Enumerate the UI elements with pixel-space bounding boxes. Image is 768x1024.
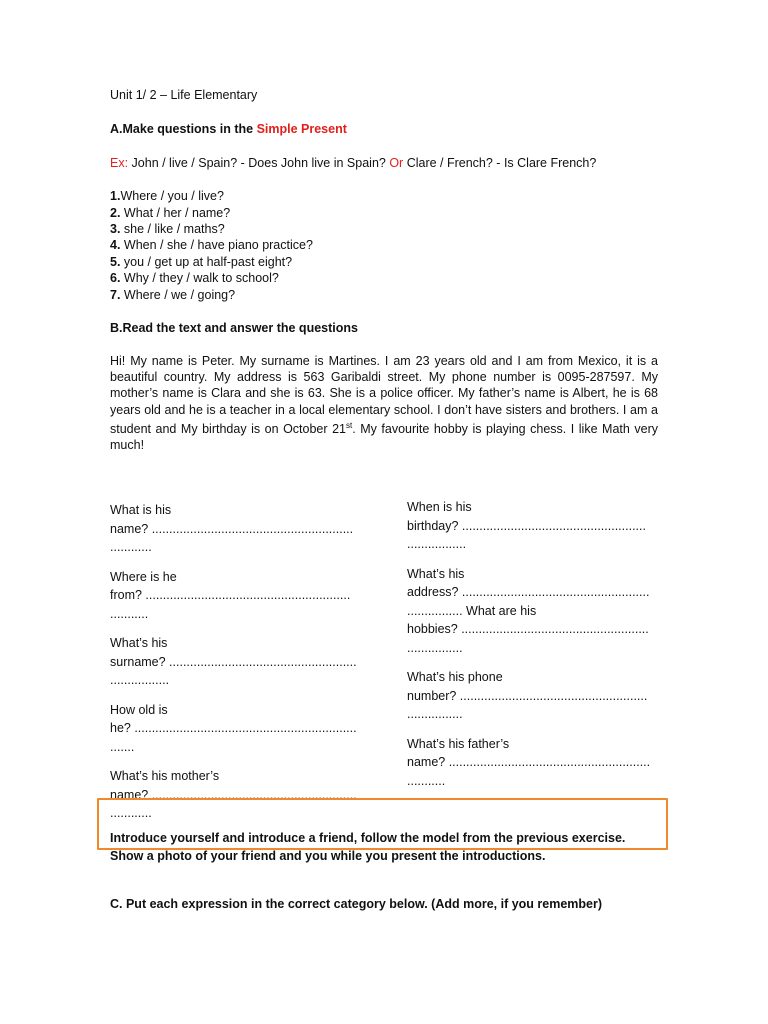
question-line: surname? ......................................................	[110, 654, 357, 669]
question-item	[110, 255, 292, 269]
answer-question	[110, 568, 365, 624]
question-item	[110, 288, 235, 302]
section-c-heading: C. Put each expression in the correct category below. (Add more, if you remember)	[110, 897, 603, 911]
item-number: 3.	[110, 222, 121, 236]
right-question-column	[407, 498, 662, 801]
question-item	[110, 206, 230, 220]
question-line: ................	[407, 707, 463, 721]
question-line: What’s his	[407, 566, 465, 581]
item-number: 2.	[110, 206, 121, 220]
question-line: ...........	[407, 773, 446, 788]
question-line: What is his	[110, 503, 172, 517]
question-line: Where is he	[110, 569, 177, 584]
section-a-heading-highlight: Simple Present	[256, 122, 347, 136]
item-number: 6.	[110, 271, 121, 285]
question-line: .................	[110, 673, 170, 687]
answer-question	[407, 620, 662, 657]
example-line	[110, 156, 596, 170]
example-or: Or	[389, 156, 404, 170]
question-line: .......	[110, 739, 135, 754]
page-title: Unit 1/ 2 – Life Elementary	[110, 88, 258, 102]
question-line: What’s his phone	[407, 670, 503, 684]
item-text: Why / they / walk to school?	[120, 271, 279, 285]
item-text: What / her / name?	[120, 206, 231, 220]
item-number: 5.	[110, 255, 121, 269]
answer-question	[407, 735, 662, 791]
answer-question	[407, 565, 662, 621]
answer-question	[110, 701, 365, 757]
paragraph-text: Hi! My name is Peter. My surname is Martines. I am 23 years old and I am from Mexico, it is a beautiful country. My address is 563 Garibaldi street. My phone number is 0095-287597. My mother’s name is Clara and she is 63. She is a police officer. My father’s name is Albert, he is 68 years old and he is a teacher in a local elementary school. I don’t have sisters and brothers. I am a student and My birthday is on October 21	[110, 354, 658, 436]
task-line-1: Introduce yourself and introduce a friend, follow the model from the previous exercise.	[110, 831, 626, 845]
paragraph-superscript: st	[345, 420, 353, 430]
section-a-heading-text: A.Make questions in the	[110, 122, 257, 136]
question-item	[110, 271, 279, 285]
example-part-2: Clare / French? - Is Clare French?	[403, 156, 597, 170]
question-line: address? ......................................................	[407, 585, 650, 599]
answer-question	[110, 501, 365, 557]
question-line: ................	[407, 640, 463, 655]
question-line: How old is	[110, 702, 168, 717]
task-line-2: Show a photo of your friend and you while you present the introductions.	[110, 849, 546, 863]
question-line: .................	[407, 537, 467, 551]
question-line: ............	[110, 806, 152, 820]
item-number: 7.	[110, 288, 121, 302]
item-text: you / get up at half-past eight?	[120, 255, 293, 269]
question-line: ................ What are his	[407, 603, 537, 618]
question-line: What’s his father’s	[407, 736, 510, 751]
reading-paragraph	[110, 353, 658, 453]
question-line: number? ......................................................	[407, 688, 648, 703]
item-number: 1.	[110, 189, 121, 203]
question-line: name? ...........................................................	[110, 787, 357, 802]
item-number: 4.	[110, 238, 121, 252]
question-line: ............	[110, 540, 152, 554]
answer-question	[110, 634, 365, 690]
question-line: name? ..........................................................	[110, 521, 354, 536]
question-line: he? ................................................................	[110, 721, 357, 735]
question-item	[110, 238, 313, 252]
left-question-column	[110, 501, 365, 834]
item-text: Where / you / live?	[120, 189, 224, 203]
paragraph-text-end: . My favourite hobby is playing chess. I like Math very much!	[110, 421, 658, 453]
question-line: What’s his mother’s	[110, 769, 220, 783]
item-text: When / she / have piano practice?	[120, 238, 313, 252]
question-line: from? ...........................................................	[110, 588, 351, 602]
answer-question	[407, 668, 662, 724]
question-line: name? ..........................................................	[407, 755, 651, 769]
question-item	[110, 222, 225, 236]
example-label: Ex:	[110, 156, 129, 170]
question-line: When is his	[407, 500, 472, 514]
item-text: Where / we / going?	[120, 288, 236, 302]
section-b-heading: B.Read the text and answer the questions	[110, 321, 358, 335]
question-line: hobbies? ......................................................	[407, 622, 649, 636]
section-a-heading	[110, 122, 347, 136]
item-text: she / like / maths?	[120, 222, 225, 236]
question-line: What’s his	[110, 636, 168, 650]
example-part-1: John / live / Spain? - Does John live in Spain?	[128, 156, 390, 170]
question-item	[110, 189, 224, 203]
question-line: ...........	[110, 606, 149, 621]
question-line: birthday? .....................................................	[407, 518, 646, 533]
answer-question	[407, 498, 662, 554]
